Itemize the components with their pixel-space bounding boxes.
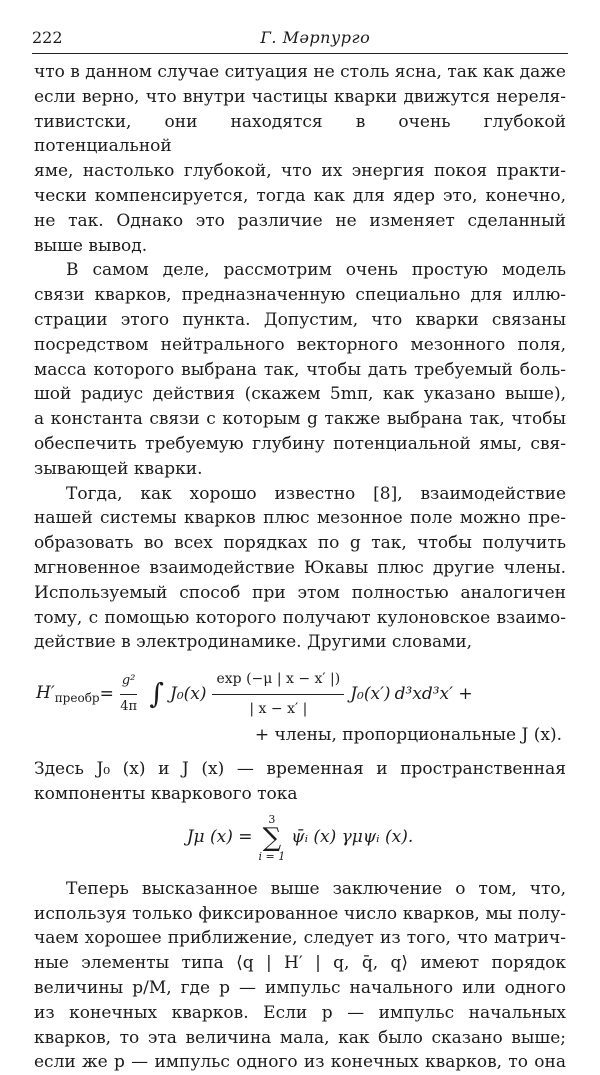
text-line: яме, настолько глубокой, что их энергия покоя практи- [34,161,566,182]
text-line: посредством нейтрального векторного мезонного поля, [34,334,566,355]
text-line: если верно, что внутри частицы кварки движутся нереля- [34,86,566,107]
kernel-numerator: exp (−μ | x − x′ |) [212,667,344,695]
text-line: тивистски, они находятся в очень глубокой потенциальной [34,111,566,157]
text-line: образовать во всех порядках по g так, чтобы получить [34,533,566,554]
text-line: Теперь высказанное выше заключение о том, что, [66,878,566,899]
summation [259,814,286,862]
text-line: чаем хорошее приближение, следует из того, что матрич- [34,928,566,949]
current-lhs: Jμ (x) = [186,827,253,848]
page-body [34,60,566,1075]
text-line: Тогда, как хорошо известно [8], взаимодействие [66,483,566,504]
coef-denominator: 4π [120,698,138,714]
text-line: связи кварков, предназначенную специально для иллю- [34,285,566,306]
text-line: что в данном случае ситуация не столь ясна, так как даже [34,62,566,82]
formula-hamiltonian [34,665,566,757]
text-line: Используемый способ при этом полностью аналогичен [34,582,566,603]
sigma-symbol: ∑ [262,822,282,853]
text-line: масса которого выбрана так, чтобы дать требуемый боль- [34,359,566,380]
text-line: В самом деле, рассмотрим очень простую модель [66,260,566,281]
formula-lhs-subscript: преобр [54,691,100,706]
current-rhs: ψ̄ᵢ (x) γμψᵢ (x). [291,827,414,848]
text-line: нашей системы кварков плюс мезонное поле можно пре- [34,508,566,529]
paragraph-5 [34,877,566,1075]
text-line: используя только фиксированное число кварков, мы полу- [34,903,566,924]
paragraph-1 [34,60,566,258]
kernel-denominator: | x − x′ | [249,700,308,717]
coef-numerator: g² [120,669,138,695]
text-line: обеспечить требуемую глубину потенциальной ямы, свя- [34,433,566,454]
formula-continuation: + члены, пропорциональные J (x). [254,725,562,746]
text-line: ные элементы типа ⟨q | H′ | q, q̄, q⟩ имеют порядок [34,953,566,974]
text-line: а константа связи с которым g также выбрана так, чтобы [34,409,566,430]
text-line: не так. Однако это различие не изменяет сделанный [34,210,566,231]
header-rule [32,53,568,54]
text-line: мгновенное взаимодействие Юкавы плюс другие члены. [34,557,566,578]
text-line: зывающей кварки. [34,458,203,479]
text-line: действие в электродинамике. Другими словами, [34,632,473,653]
text-line: кварков, то эта величина мала, как было сказано выше; [34,1027,566,1048]
text-line: величины p/M, где p — импульс начального или одного [34,977,566,998]
running-head: Г. Мəрпурго [260,28,371,47]
page-header [32,28,568,52]
paragraph-3 [34,482,566,656]
integration-measure: d³xd³x′ + [394,683,473,704]
page-number: 222 [32,28,63,47]
formula-lhs: $H'_{преобр}$ [36,683,100,706]
text-line: выше вывод. [34,235,148,256]
integral-sign: ∫ [149,677,164,711]
text-line: Здесь J₀ (x) и J (x) — временная и пространственная [34,759,566,780]
text-line: страции этого пункта. Допустим, что кварки связаны [34,309,566,330]
formula-coefficient [120,669,138,720]
yukawa-kernel [212,667,344,722]
text-line: шой радиус действия (скажем 5mπ, как указано выше), [34,384,566,405]
paragraph-2 [34,258,566,481]
formula-equals: = [99,683,114,704]
j0-right: J₀(x′) [350,683,391,704]
text-line: из конечных кварков. Если p — импульс начальных [34,1002,566,1023]
sum-lower-limit: i = 1 [258,849,286,863]
text-line: компоненты кваркового тока [34,783,298,804]
sum-upper-limit: 3 [268,812,276,826]
text-line: чески компенсируется, тогда как для ядер это, конечно, [34,185,566,206]
formula-main-line [34,665,566,723]
formula-current [34,809,566,867]
text-line: тому, с помощью которого получают кулоновское взаимо- [34,607,566,628]
paragraph-4 [34,757,566,807]
j0-left: J₀(x) [170,683,207,704]
text-line: если же p — импульс одного из конечных кварков, то она [34,1052,566,1073]
